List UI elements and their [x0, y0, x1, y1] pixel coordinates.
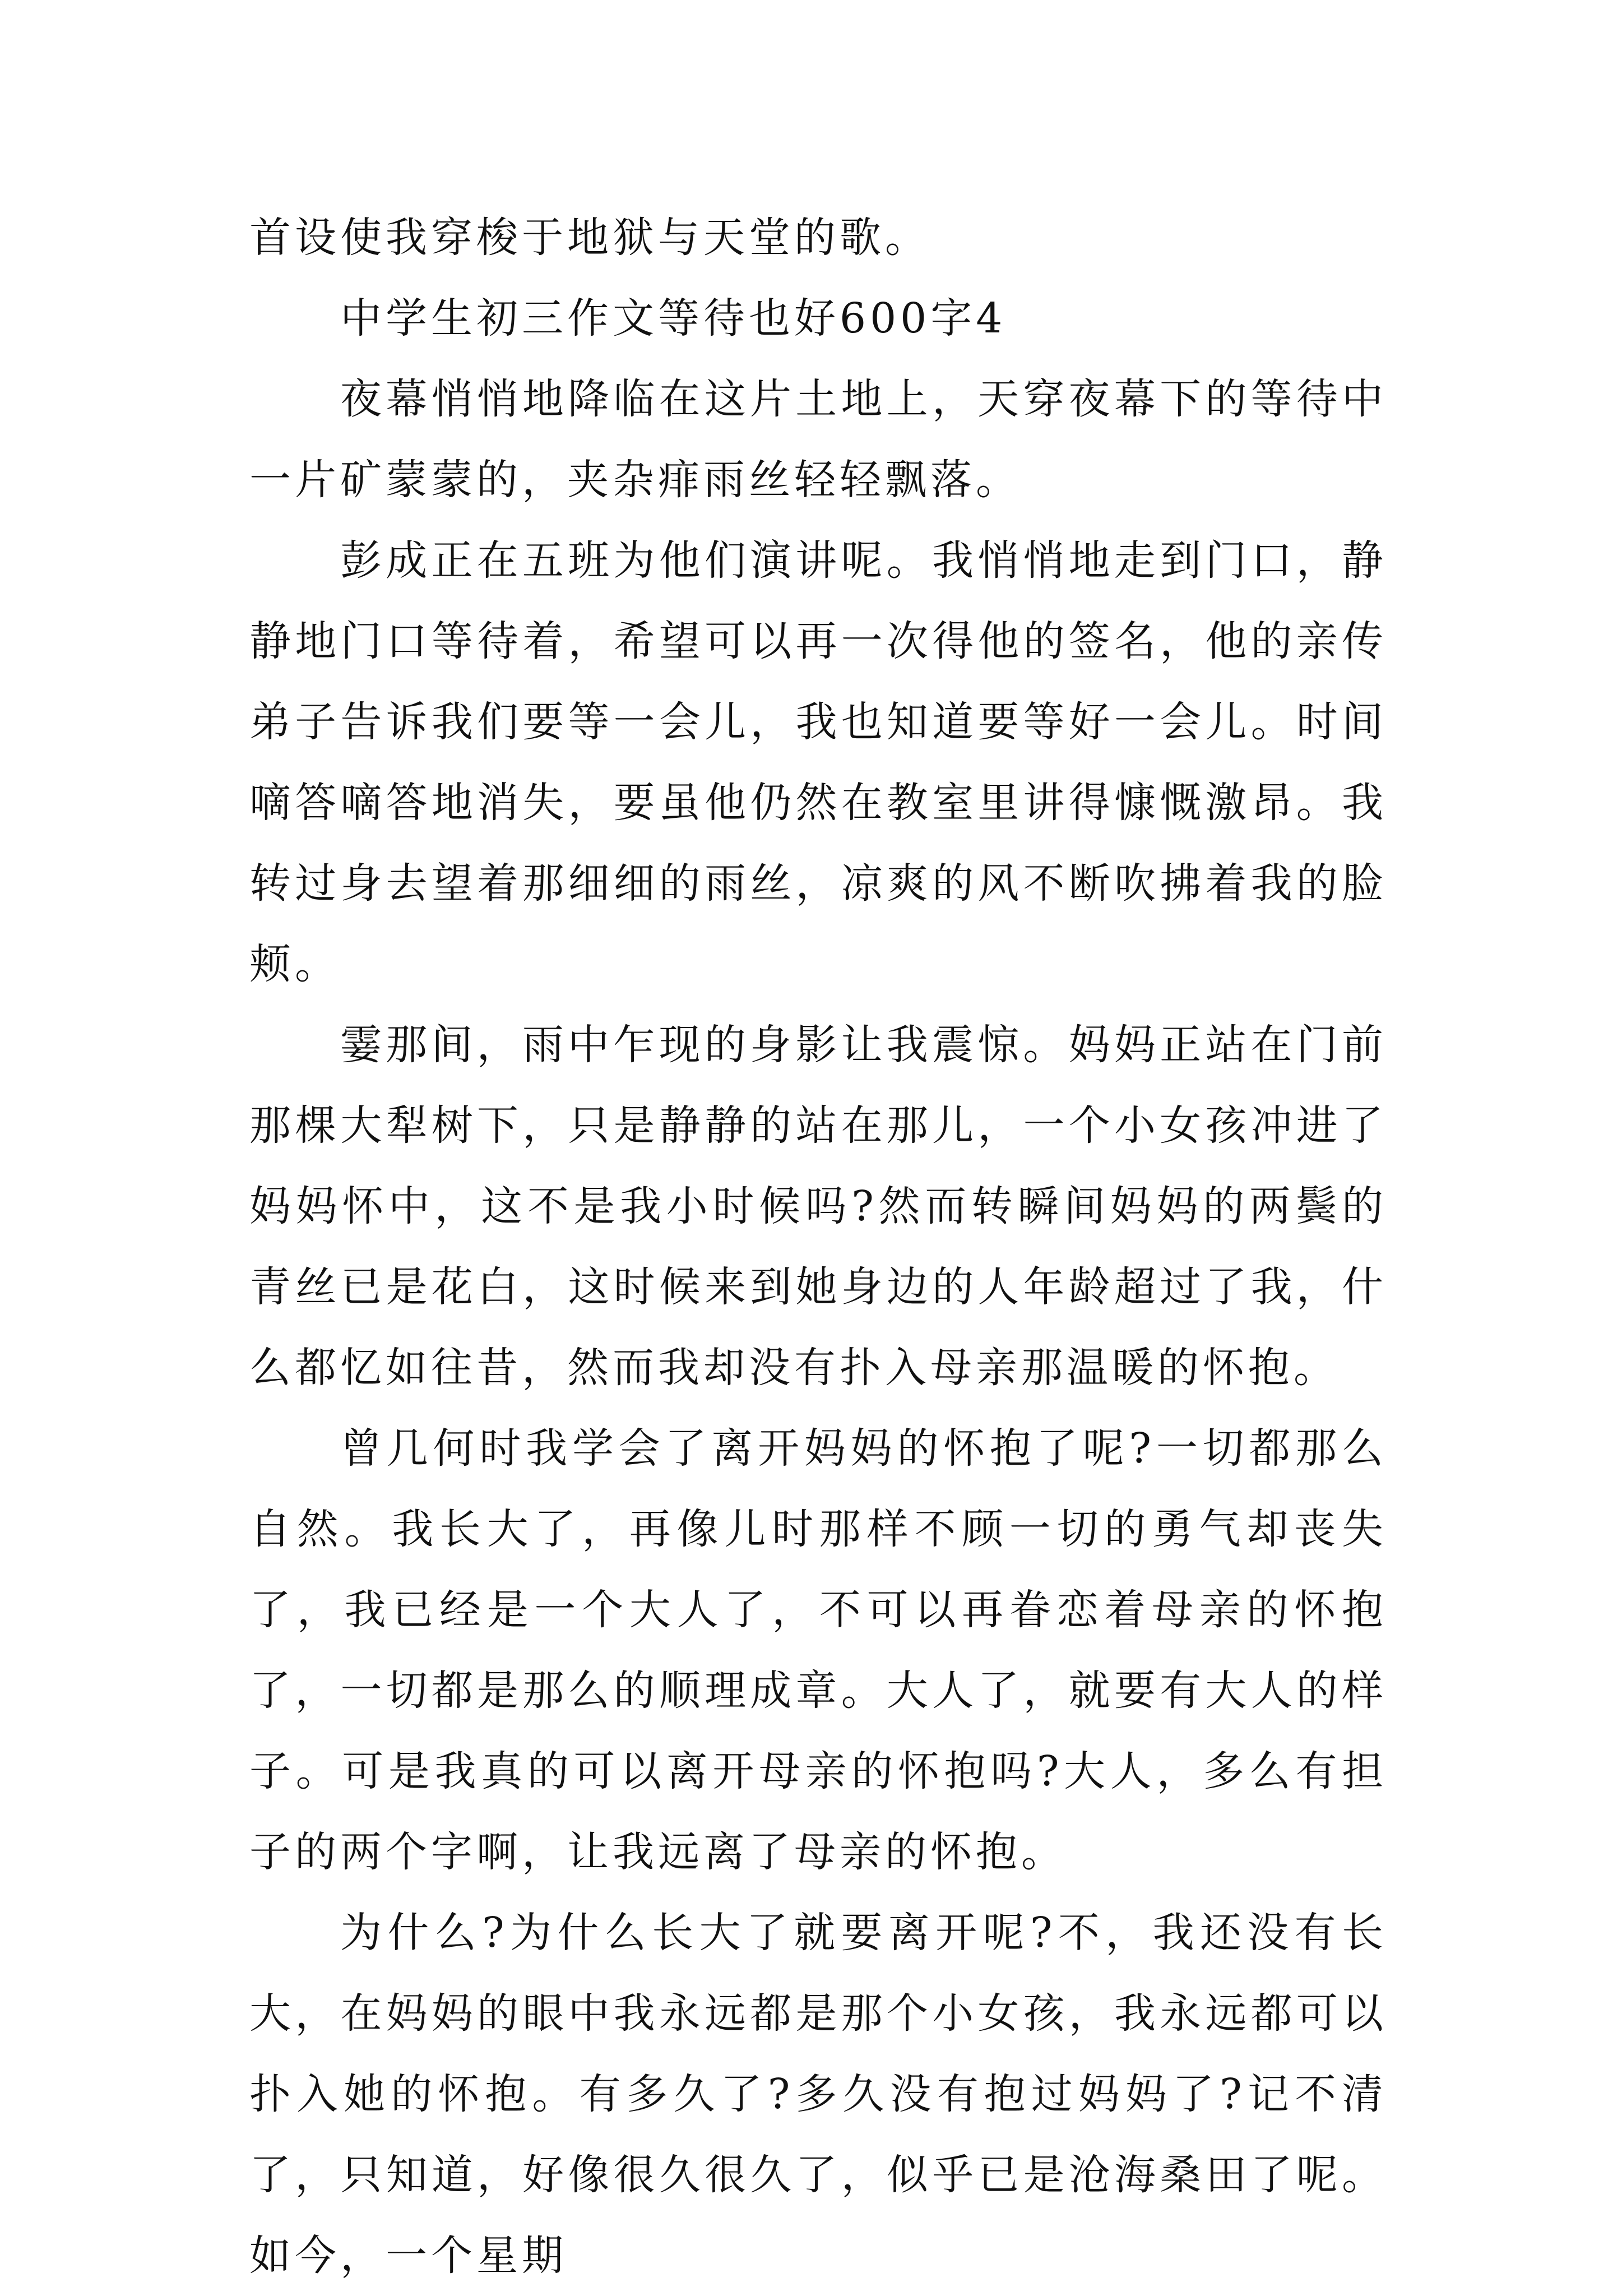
paragraph-5: 曾几何时我学会了离开妈妈的怀抱了呢?一切都那么自然。我长大了，再像儿时那样不顾一切的勇气却丧失了，我已经是一个大人了，不可以再眷恋着母亲的怀抱了，一切都是那么的顺理成章。大人了，就要有大人的样子。可是我真的可以离开母亲的怀抱吗?大人，多么有担子的两个字啊，让我远离了母亲的怀抱。 [249, 1424, 1387, 1876]
paragraph-6: 为什么?为什么长大了就要离开呢?不，我还没有长大，在妈妈的眼中我永远都是那个小女孩，我永远都可以扑入她的怀抱。有多久了?多久没有抱过妈妈了?记不清了，只知道，好像很久很久了，似乎已是沧海桑田了呢。如今，一个星期 [249, 1909, 1387, 2280]
paragraph-1: 首设使我穿梭于地狱与天堂的歌。 [249, 214, 930, 262]
paragraph-4: 霎那间，雨中乍现的身影让我震惊。妈妈正站在门前那棵大犁树下，只是静静的站在那儿，一个小女孩冲进了妈妈怀中，这不是我小时候吗?然而转瞬间妈妈的两鬓的青丝已是花白，这时候来到她身边的人年龄超过了我，什么都忆如往昔，然而我却没有扑入母亲那温暖的怀抱。 [249, 1021, 1387, 1392]
essay-title: 中学生初三作文等待也好600字4 [340, 294, 1007, 342]
paragraph-3: 彭成正在五班为他们演讲呢。我悄悄地走到门口，静静地门口等待着，希望可以再一次得他的签名，他的亲传弟子告诉我们要等一会儿，我也知道要等好一会儿。时间嘀答嘀答地消失，要虽他仍然在教室里讲得慷慨激昂。我转过身去望着那细细的雨丝，凉爽的风不断吹拂着我的脸颊。 [249, 536, 1387, 988]
paragraph-2: 夜幕悄悄地降临在这片土地上，天穿夜幕下的等待中一片矿蒙蒙的，夹杂痱雨丝轻轻飘落。 [249, 375, 1387, 504]
essay-body [249, 197, 1387, 2296]
